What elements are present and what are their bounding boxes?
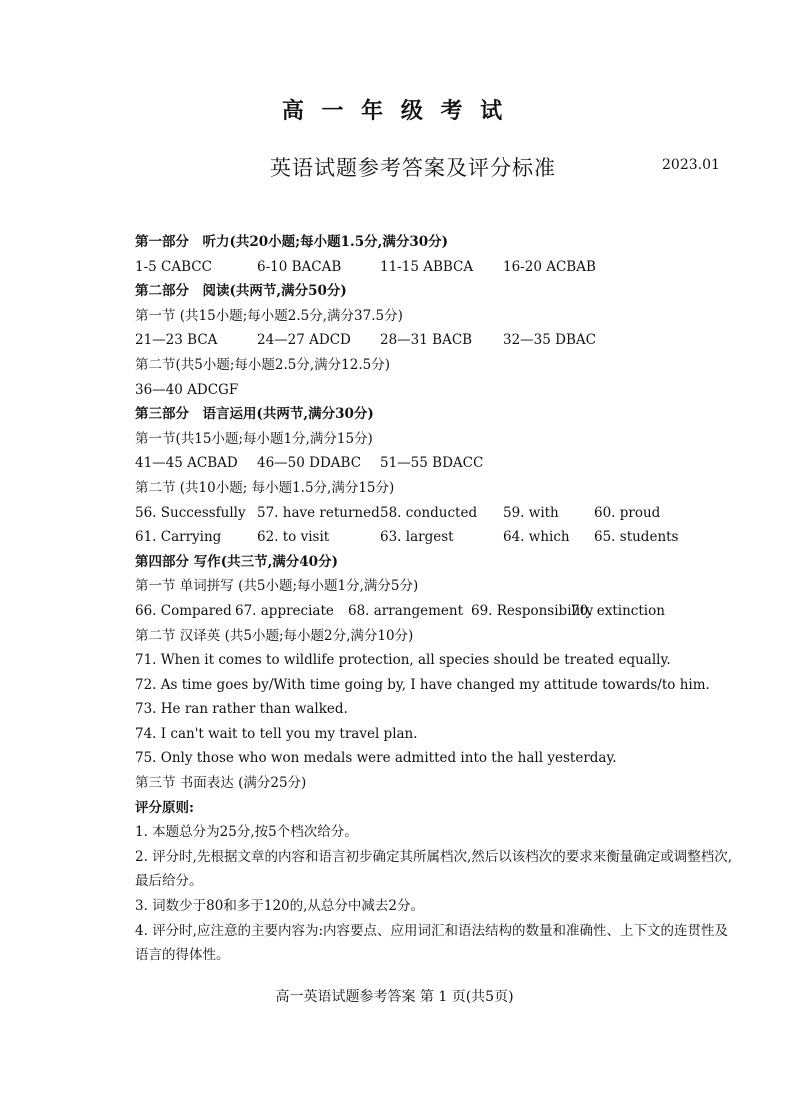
part1-heading: 第一部分 听力(共20小题;每小题1.5分,满分30分) <box>135 234 449 250</box>
part2-sec1-answers <box>135 328 735 353</box>
answer-item: 60. proud <box>594 504 661 521</box>
answer-group: 11-15 ABBCA <box>380 258 474 275</box>
part4-sec3-heading: 第三节 书面表达 (满分25分) <box>135 775 307 792</box>
principle-item: 3. 词数少于80和多于120的,从总分中减去2分。 <box>135 898 424 915</box>
answer-group: 16-20 ACBAB <box>503 258 596 275</box>
exam-title: 高 一 年 级 考 试 <box>281 98 508 124</box>
answer-content <box>135 230 735 968</box>
translation-answer: 72. As time goes by/With time going by, I have changed my attitude towards/to him. <box>135 676 710 693</box>
answer-item: 69. Responsibility <box>471 602 594 619</box>
part4-sec1-answers <box>135 599 735 624</box>
page-footer: 高一英语试题参考答案 第 1 页(共5页) <box>275 989 514 1005</box>
part2-sec2-answer: 36—40 ADCGF <box>135 381 239 398</box>
answer-group: 6-10 BACAB <box>257 258 342 275</box>
document-date: 2023.01 <box>662 157 720 173</box>
principle-item: 4. 评分时,应注意的主要内容为:内容要点、应用词汇和语法结构的数量和准确性、上下文的连贯性及语言的得体性。 <box>135 922 729 964</box>
part3-answers-row1 <box>135 501 735 526</box>
answer-item: 70. extinction <box>571 602 665 619</box>
answer-group: 32—35 DBAC <box>503 332 596 349</box>
answer-group: 41—45 ACBAD <box>135 455 238 472</box>
part3-sec1-heading: 第一节(共15小题;每小题1分,满分15分) <box>135 430 373 447</box>
answer-item: 64. which <box>503 529 570 546</box>
answer-item: 66. Compared <box>135 602 232 619</box>
principle-item: 2. 评分时,先根据文章的内容和语言初步确定其所属档次,然后以该档次的要求来衡量确定或调整档次,最后给分。 <box>135 848 733 890</box>
part3-sec1-answers <box>135 451 735 476</box>
part4-sec2-heading: 第二节 汉译英 (共5小题;每小题2分,满分10分) <box>135 627 414 644</box>
answer-item: 63. largest <box>380 529 454 546</box>
part3-heading: 第三部分 语言运用(共两节,满分30分) <box>135 406 374 423</box>
part4-sec1-heading: 第一节 单词拼写 (共5小题;每小题1分,满分5分) <box>135 578 419 595</box>
document-subtitle: 英语试题参考答案及评分标准 <box>270 156 556 180</box>
answer-group: 28—31 BACB <box>380 332 473 349</box>
answer-item: 65. students <box>594 529 679 546</box>
answer-item: 62. to visit <box>257 529 330 546</box>
part1-answers <box>135 255 735 280</box>
answer-group: 51—55 BDACC <box>380 455 484 472</box>
answer-group: 46—50 DDABC <box>257 455 362 472</box>
answer-group: 1-5 CABCC <box>135 258 212 275</box>
answer-item: 68. arrangement <box>348 602 464 619</box>
answer-item: 67. appreciate <box>235 602 334 619</box>
part2-sec2-heading: 第二节(共5小题;每小题2.5分,满分12.5分) <box>135 356 390 373</box>
part3-answers-row2 <box>135 525 735 550</box>
answer-item: 56. Successfully <box>135 504 246 521</box>
answer-item: 57. have returned <box>257 504 380 521</box>
part4-heading: 第四部分 写作(共三节,满分40分) <box>135 553 338 570</box>
principle-item: 1. 本题总分为25分,按5个档次给分。 <box>135 824 358 841</box>
translation-answer: 73. He ran rather than walked. <box>135 701 348 718</box>
answer-group: 21—23 BCA <box>135 332 218 349</box>
translation-answer: 71. When it comes to wildlife protection, all species should be treated equally. <box>135 652 671 669</box>
principles-heading: 评分原则: <box>135 799 194 816</box>
part2-heading: 第二部分 阅读(共两节,满分50分) <box>135 283 347 300</box>
answer-item: 58. conducted <box>380 504 478 521</box>
translation-answer: 75. Only those who won medals were admitted into the hall yesterday. <box>135 750 617 767</box>
answer-item: 61. Carrying <box>135 529 222 546</box>
translation-answer: 74. I can't wait to tell you my travel plan. <box>135 725 418 742</box>
part3-sec2-heading: 第二节 (共10小题; 每小题1.5分,满分15分) <box>135 479 395 496</box>
answer-group: 24—27 ADCD <box>257 332 351 349</box>
part2-sec1-heading: 第一节 (共15小题;每小题2.5分,满分37.5分) <box>135 307 403 324</box>
answer-item: 59. with <box>503 504 559 521</box>
